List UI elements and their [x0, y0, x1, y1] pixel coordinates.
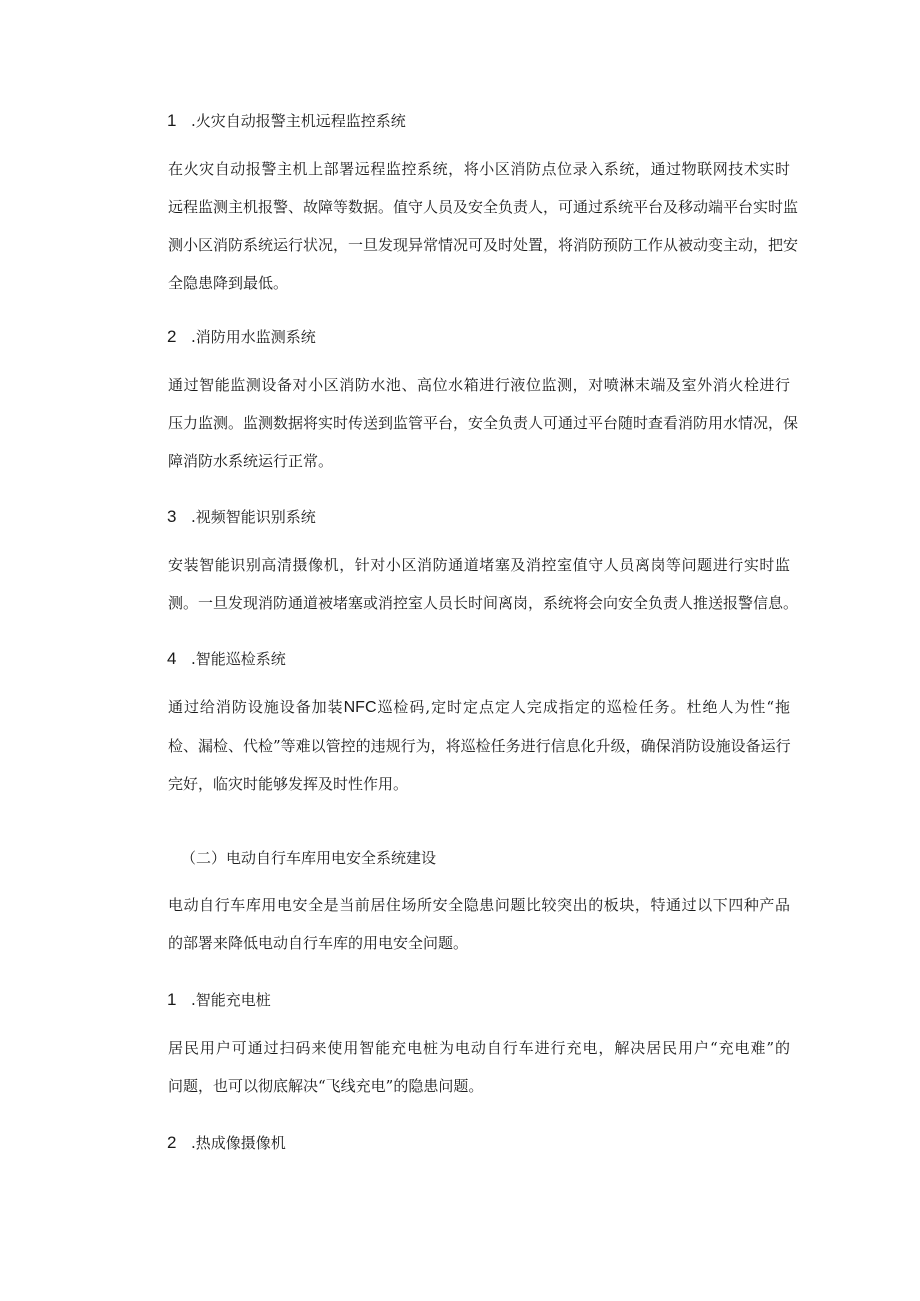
- section-paragraph-2: [168, 366, 799, 480]
- paragraph-line: 电动自行车库用电安全是当前居住场所安全隐患问题比较突出的板块，特通过以下四种产品: [168, 896, 790, 914]
- heading-number: 3: [167, 507, 177, 526]
- heading-text: .智能巡检系统: [191, 650, 286, 668]
- paragraph-line: 全隐患降到最低。: [168, 274, 289, 292]
- paragraph-line: 压力监测。监测数据将实时传送到监管平台，安全负责人可通过平台随时查看消防用水情况，保: [168, 414, 799, 432]
- nfc-after: 巡检码,定时定点定人完成指定的巡检任务。杜绝人为性“拖: [376, 698, 790, 716]
- paragraph-line: 测。一旦发现消防通道被堵塞或消控室人员长时间离岗，系统将会向安全负责人推送报警信息。: [168, 594, 799, 612]
- heading-number: 4: [167, 649, 177, 668]
- section-heading-2: [167, 327, 316, 347]
- paragraph-line: 测小区消防系统运行状况，一旦发现异常情况可及时处置，将消防预防工作从被动变主动，把安: [168, 236, 799, 254]
- nfc-term: NFC: [343, 699, 377, 716]
- heading-text: .智能充电桩: [191, 991, 271, 1009]
- section-paragraph-4: [168, 688, 790, 803]
- heading-text: .火灾自动报警主机远程监控系统: [191, 112, 406, 130]
- item-heading-1: [167, 990, 271, 1010]
- section-heading-4: [167, 649, 286, 669]
- paragraph-line: 通过智能监测设备对小区消防水池、高位水箱进行液位监测，对喷淋末端及室外消火栓进行: [168, 376, 790, 394]
- heading-number: 2: [167, 327, 177, 346]
- paragraph-line: 的部署来降低电动自行车库的用电安全问题。: [168, 934, 469, 952]
- paragraph-line: 安装智能识别高清摄像机，针对小区消防通道堵塞及消控室值守人员离岗等问题进行实时监: [168, 556, 790, 574]
- item-paragraph-1: [168, 1029, 790, 1105]
- section-heading-1: [167, 111, 406, 131]
- paragraph-line: 在火灾自动报警主机上部署远程监控系统，将小区消防点位录入系统，通过物联网技术实时: [168, 160, 790, 178]
- paragraph-line: 完好，临灾时能够发挥及时性作用。: [168, 775, 409, 793]
- section-paragraph-3: [168, 546, 799, 622]
- paragraph-line: 检、漏检、代检”等难以管控的违规行为，将巡检任务进行信息化升级，确保消防设施设备运行: [168, 737, 791, 755]
- paragraph-line: 居民用户可通过扫码来使用智能充电桩为电动自行车进行充电，解决居民用户“充电难”的: [168, 1039, 790, 1057]
- paragraph-line-nfc: [168, 688, 790, 727]
- heading-number: 1: [167, 990, 177, 1009]
- heading-text: .视频智能识别系统: [191, 508, 316, 526]
- heading-number: 2: [167, 1133, 177, 1152]
- subsection-heading: （二）电动自行车库用电安全系统建设: [181, 849, 437, 867]
- item-heading-2: [167, 1133, 286, 1153]
- heading-text: .热成像摄像机: [191, 1134, 286, 1152]
- paragraph-line: 远程监测主机报警、故障等数据。值守人员及安全负责人，可通过系统平台及移动端平台实时监: [168, 198, 799, 216]
- paragraph-line: 问题，也可以彻底解决“飞线充电”的隐患问题。: [168, 1077, 484, 1095]
- section-paragraph-1: [168, 150, 799, 302]
- section-heading-3: [167, 507, 316, 527]
- paragraph-line: 障消防水系统运行正常。: [168, 452, 334, 470]
- nfc-before: 通过给消防设施设备加装: [168, 698, 344, 716]
- heading-number: 1: [167, 111, 177, 130]
- heading-text: .消防用水监测系统: [191, 328, 316, 346]
- subsection-paragraph: [168, 886, 790, 962]
